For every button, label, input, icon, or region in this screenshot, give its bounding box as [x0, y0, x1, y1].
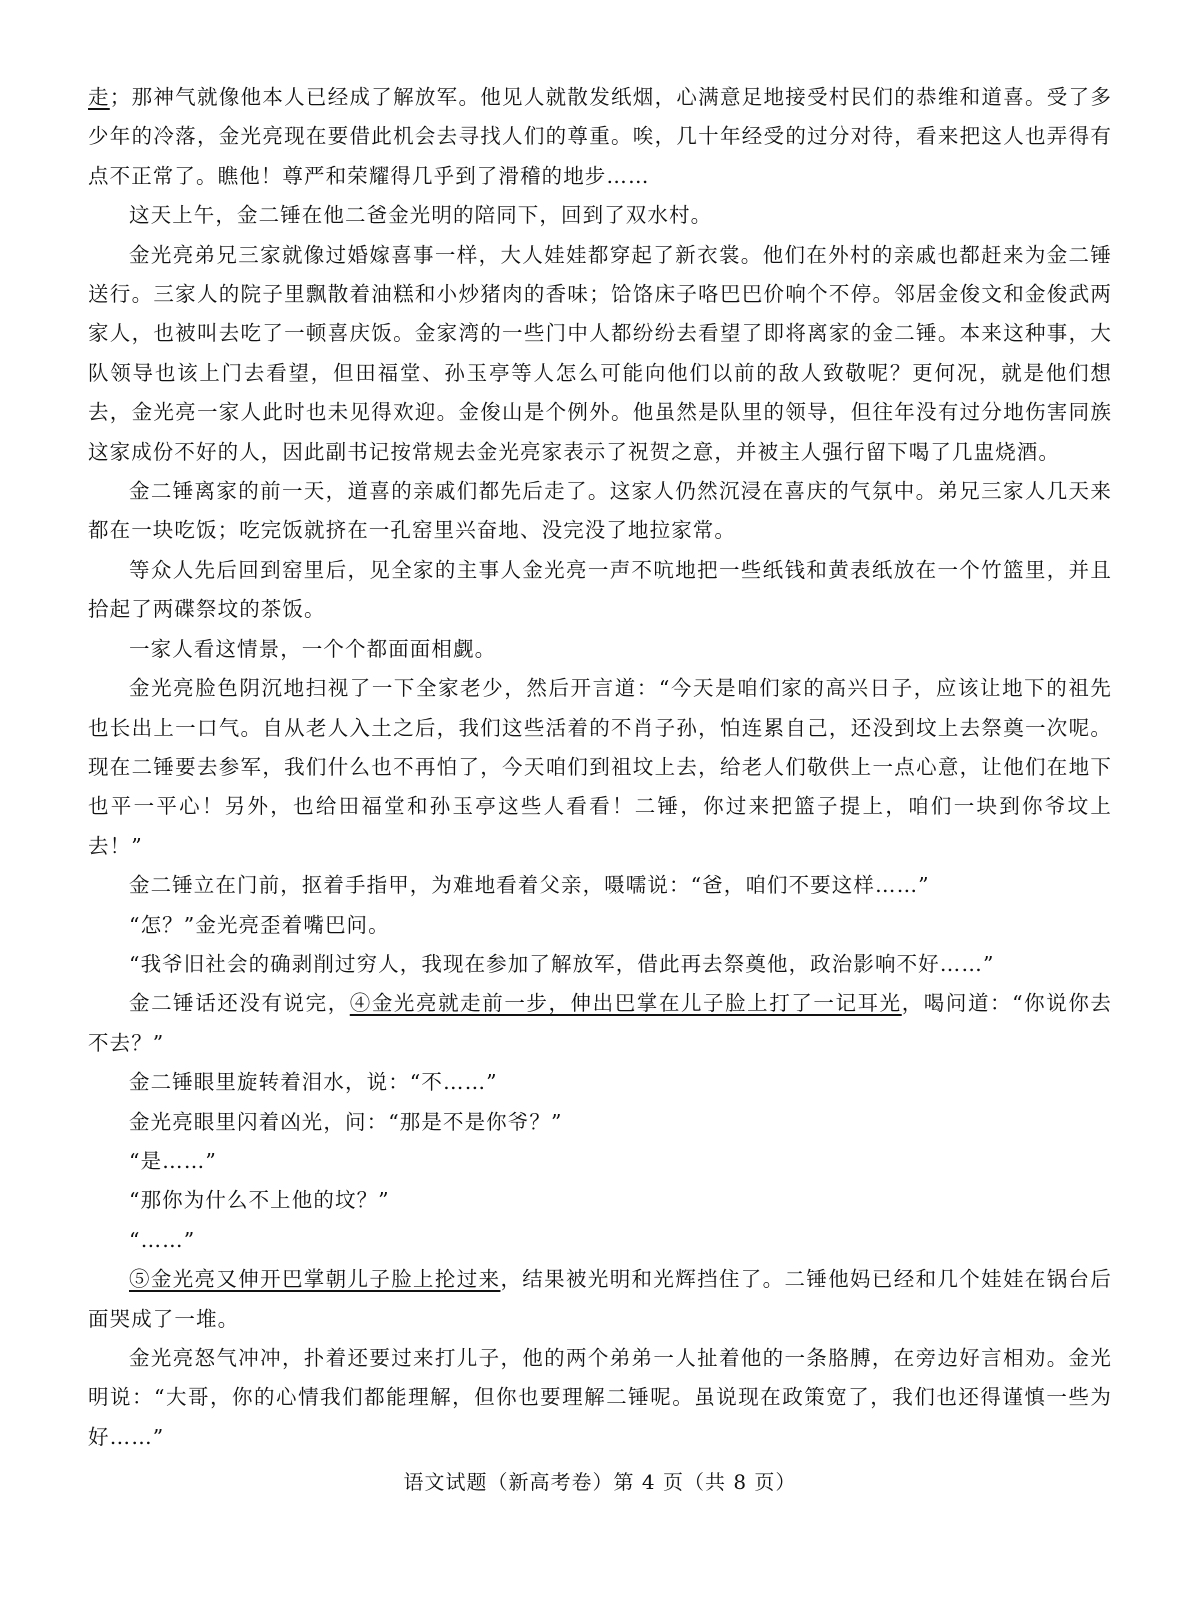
- passage-paragraph: [88, 906, 1112, 945]
- text-segment: 金光亮怒气冲冲，扑着还要过来打儿子，他的两个弟弟一人扯着他的一条胳膊，在旁边好言相劝。金光明说：“大哥，你的心情我们都能理解，但你也要理解二锤呢。虽说现在政策宽了，我们也还得谨慎一些为好……”: [88, 1346, 1112, 1449]
- underlined-sentence: ④金光亮就走前一步，伸出巴掌在儿子脸上打了一记耳光: [349, 991, 902, 1016]
- text-segment: 金光亮弟兄三家就像过婚嫁喜事一样，大人娃娃都穿起了新衣裳。他们在外村的亲戚也都赶来为金二锤送行。三家人的院子里飘散着油糕和小炒猪肉的香味；饸饹床子咯巴巴价响个不停。邻居金俊文和金俊武两家人，也被叫去吃了一顿喜庆饭。金家湾的一些门中人都纷纷去看望了即将离家的金二锤。本来这种事，大队领导也该上门去看望，但田福堂、孙玉亭等人怎么可能向他们以前的敌人致敬呢？更何况，就是他们想去，金光亮一家人此时也未见得欢迎。金俊山是个例外。他虽然是队里的领导，但往年没有过分地伤害同族这家成份不好的人，因此副书记按常规去金光亮家表示了祝贺之意，并被主人强行留下喝了几盅烧酒。: [88, 242, 1112, 464]
- passage-paragraph: [88, 78, 1112, 196]
- passage-paragraph: [88, 1260, 1112, 1339]
- passage-paragraph: [88, 1103, 1112, 1142]
- text-segment: “……”: [129, 1227, 196, 1252]
- text-segment: 这天上午，金二锤在他二爸金光明的陪同下，回到了双水村。: [129, 203, 713, 228]
- text-segment: 一家人看这情景，一个个都面面相觑。: [129, 636, 497, 661]
- text-segment: ；那神气就像他本人已经成了解放军。他见人就散发纸烟，心满意足地接受村民们的恭维和道喜。受了多少年的冷落，金光亮现在要借此机会去寻找人们的尊重。唉，几十年经受的过分对待，看来把这人也弄得有点不正常了。瞧他！尊严和荣耀得几乎到了滑稽的地步……: [88, 85, 1112, 188]
- text-segment: ，喝问道：“你说你去不去？”: [88, 991, 1113, 1055]
- passage-paragraph: [88, 866, 1112, 905]
- text-segment: ，结果被光明和光辉挡住了。二锤他妈已经和几个娃娃在锅台后面哭成了一堆。: [88, 1267, 1112, 1331]
- passage-paragraph: [88, 1142, 1112, 1181]
- text-segment: 金二锤离家的前一天，道喜的亲戚们都先后走了。这家人仍然沉浸在喜庆的气氛中。弟兄三家人几天来都在一块吃饭；吃完饭就挤在一孔窑里兴奋地、没完没了地拉家常。: [88, 479, 1112, 543]
- page-footer: 语文试题（新高考卷）第 4 页（共 8 页）: [403, 1470, 797, 1494]
- passage-paragraph: [88, 196, 1112, 235]
- text-segment: “我爷旧社会的确剥削过穷人，我现在参加了解放军，借此再去祭奠他，政治影响不好……”: [129, 951, 995, 976]
- passage-paragraph: [88, 984, 1112, 1063]
- text-segment: “是……”: [129, 1148, 217, 1173]
- passage-paragraph: [88, 1181, 1112, 1220]
- text-segment: “那你为什么不上他的坟？”: [129, 1188, 390, 1213]
- passage-paragraph: [88, 1221, 1112, 1260]
- passage-paragraph: [88, 236, 1112, 472]
- text-segment: 等众人先后回到窑里后，见全家的主事人金光亮一声不吭地把一些纸钱和黄表纸放在一个竹篮里，并且拾起了两碟祭坟的茶饭。: [88, 557, 1112, 622]
- text-segment: “怎？”金光亮歪着嘴巴问。: [129, 912, 390, 937]
- passage-paragraph: [88, 1063, 1112, 1102]
- passage-paragraph: [88, 551, 1112, 630]
- underlined-sentence: ⑤金光亮又伸开巴掌朝儿子脸上抡过来: [129, 1267, 501, 1292]
- text-segment: 金光亮脸色阴沉地扫视了一下全家老少，然后开言道：“今天是咱们家的高兴日子，应该让地下的祖先也长出上一口气。自从老人入土之后，我们这些活着的不肖子孙，怕连累自己，还没到坟上去祭奠一次呢。现在二锤要去参军，我们什么也不再怕了，今天咱们到祖坟上去，给老人们敬供上一点心意，让他们在地下也平一平心！另外，也给田福堂和孙玉亭这些人看看！二锤，你过来把篮子提上，咱们一块到你爷坟上去！”: [88, 676, 1112, 858]
- text-segment: 金二锤话还没有说完，: [129, 991, 350, 1016]
- passage-paragraph: [88, 945, 1112, 984]
- underlined-sentence: 走: [88, 85, 110, 109]
- passage-paragraph: [88, 630, 1112, 669]
- passage-paragraph: [88, 669, 1112, 866]
- passage-paragraph: [88, 472, 1112, 551]
- text-segment: 金二锤眼里旋转着泪水，说：“不……”: [129, 1070, 498, 1095]
- text-segment: 金光亮眼里闪着凶光，问：“那是不是你爷？”: [129, 1109, 563, 1134]
- reading-passage: [88, 78, 1112, 1457]
- passage-paragraph: [88, 1339, 1112, 1457]
- text-segment: 金二锤立在门前，抠着手指甲，为难地看着父亲，嗫嚅说：“爸，咱们不要这样……”: [129, 873, 930, 898]
